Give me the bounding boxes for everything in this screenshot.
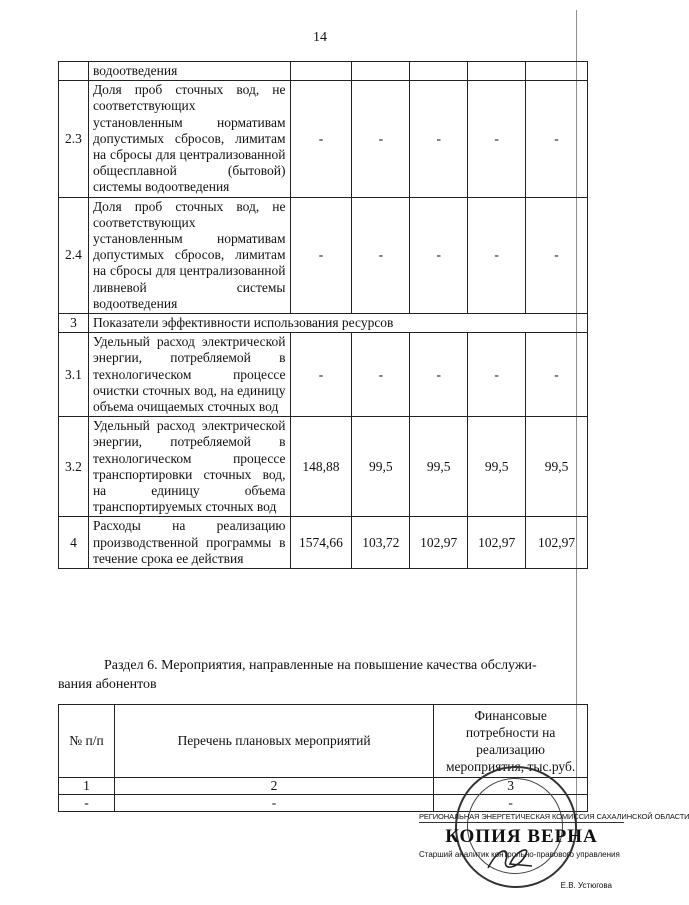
colnum-2: 2	[114, 778, 433, 795]
indicator-value	[410, 62, 468, 81]
event-number: -	[59, 795, 115, 812]
indicator-value: -	[410, 197, 468, 313]
scan-artifact-line	[576, 10, 577, 830]
indicator-value: 1574,66	[290, 517, 352, 569]
table-row	[59, 62, 588, 81]
indicator-value: 102,97	[410, 517, 468, 569]
stamp-header: РЕГИОНАЛЬНАЯ ЭНЕРГЕТИЧЕСКАЯ КОМИССИЯ САХАЛИНСКОЙ ОБЛАСТИ	[419, 812, 689, 821]
event-name: -	[114, 795, 433, 812]
indicator-value: -	[526, 197, 588, 313]
signature	[480, 838, 540, 878]
stamp-position: Старший аналитик контрольно-правового управления	[419, 850, 620, 859]
indicator-value: 99,5	[410, 417, 468, 517]
row-number: 3.2	[59, 417, 89, 517]
indicator-description: Расходы на реализацию производственной программы в течение срока ее действия	[88, 517, 290, 569]
table-row	[59, 417, 588, 517]
indicator-value: 102,97	[526, 517, 588, 569]
indicator-value	[290, 62, 352, 81]
stamp-name: Е.В. Устюгова	[560, 881, 612, 890]
indicator-value: 99,5	[468, 417, 526, 517]
header-number: № п/п	[59, 705, 115, 778]
table-row	[59, 81, 588, 197]
header-events: Перечень плановых мероприятий	[114, 705, 433, 778]
indicator-description: Доля проб сточных вод, не соответствующих установленным нормативам допустимых сбросов, лимитам на сбросы для централизованной общесплавной (бытовой) системы водоотведения	[88, 81, 290, 197]
header-finance: Финансовые потребности на реализацию мероприятия, тыс.руб.	[434, 705, 588, 778]
indicators-table	[58, 61, 588, 569]
indicator-value: -	[290, 81, 352, 197]
table-row	[59, 517, 588, 569]
row-number: 2.3	[59, 81, 89, 197]
section-6-heading	[58, 656, 588, 694]
indicator-value: -	[526, 333, 588, 417]
indicator-value: -	[352, 333, 410, 417]
table-row	[59, 333, 588, 417]
indicator-description: Удельный расход электрической энергии, потребляемой в технологическом процессе транспортировки сточных вод, на единицу объема транспортируемых сточных вод	[88, 417, 290, 517]
group-heading: Показатели эффективности использования ресурсов	[88, 314, 587, 333]
indicator-value	[352, 62, 410, 81]
indicator-value: -	[352, 81, 410, 197]
section-6-line-2: вания абонентов	[58, 677, 157, 692]
indicator-value: -	[352, 197, 410, 313]
indicator-value: -	[410, 333, 468, 417]
indicator-value: -	[468, 197, 526, 313]
indicator-description: Удельный расход электрической энергии, потребляемой в технологическом процессе очистки сточных вод, на единицу объема очищаемых сточных вод	[88, 333, 290, 417]
indicator-value: 148,88	[290, 417, 352, 517]
indicator-description: водоотведения	[88, 62, 290, 81]
indicator-value	[468, 62, 526, 81]
indicator-value: -	[290, 333, 352, 417]
indicator-value: 102,97	[468, 517, 526, 569]
row-number: 3	[59, 314, 89, 333]
indicator-value: -	[468, 81, 526, 197]
row-number: 3.1	[59, 333, 89, 417]
event-finance: -	[434, 795, 588, 812]
indicator-value: -	[526, 81, 588, 197]
row-number: 4	[59, 517, 89, 569]
colnum-1: 1	[59, 778, 115, 795]
indicator-value: -	[410, 81, 468, 197]
stamp-title: КОПИЯ ВЕРНА	[445, 826, 598, 847]
indicator-description: Доля проб сточных вод, не соответствующих установленным нормативам допустимых сбросов, лимитам на сбросы для централизованной ливневой системы водоотведения	[88, 197, 290, 313]
row-number	[59, 62, 89, 81]
indicator-value: 99,5	[352, 417, 410, 517]
section-6-line-1: Раздел 6. Мероприятия, направленные на повышение качества обслужи-	[104, 658, 537, 673]
indicator-value: -	[468, 333, 526, 417]
colnum-3: 3	[434, 778, 588, 795]
page-number: 14	[313, 30, 327, 45]
indicator-value: -	[290, 197, 352, 313]
indicator-value: 103,72	[352, 517, 410, 569]
table-row	[59, 197, 588, 313]
indicator-value: 99,5	[526, 417, 588, 517]
indicator-value	[526, 62, 588, 81]
row-number: 2.4	[59, 197, 89, 313]
table-row	[59, 314, 588, 333]
